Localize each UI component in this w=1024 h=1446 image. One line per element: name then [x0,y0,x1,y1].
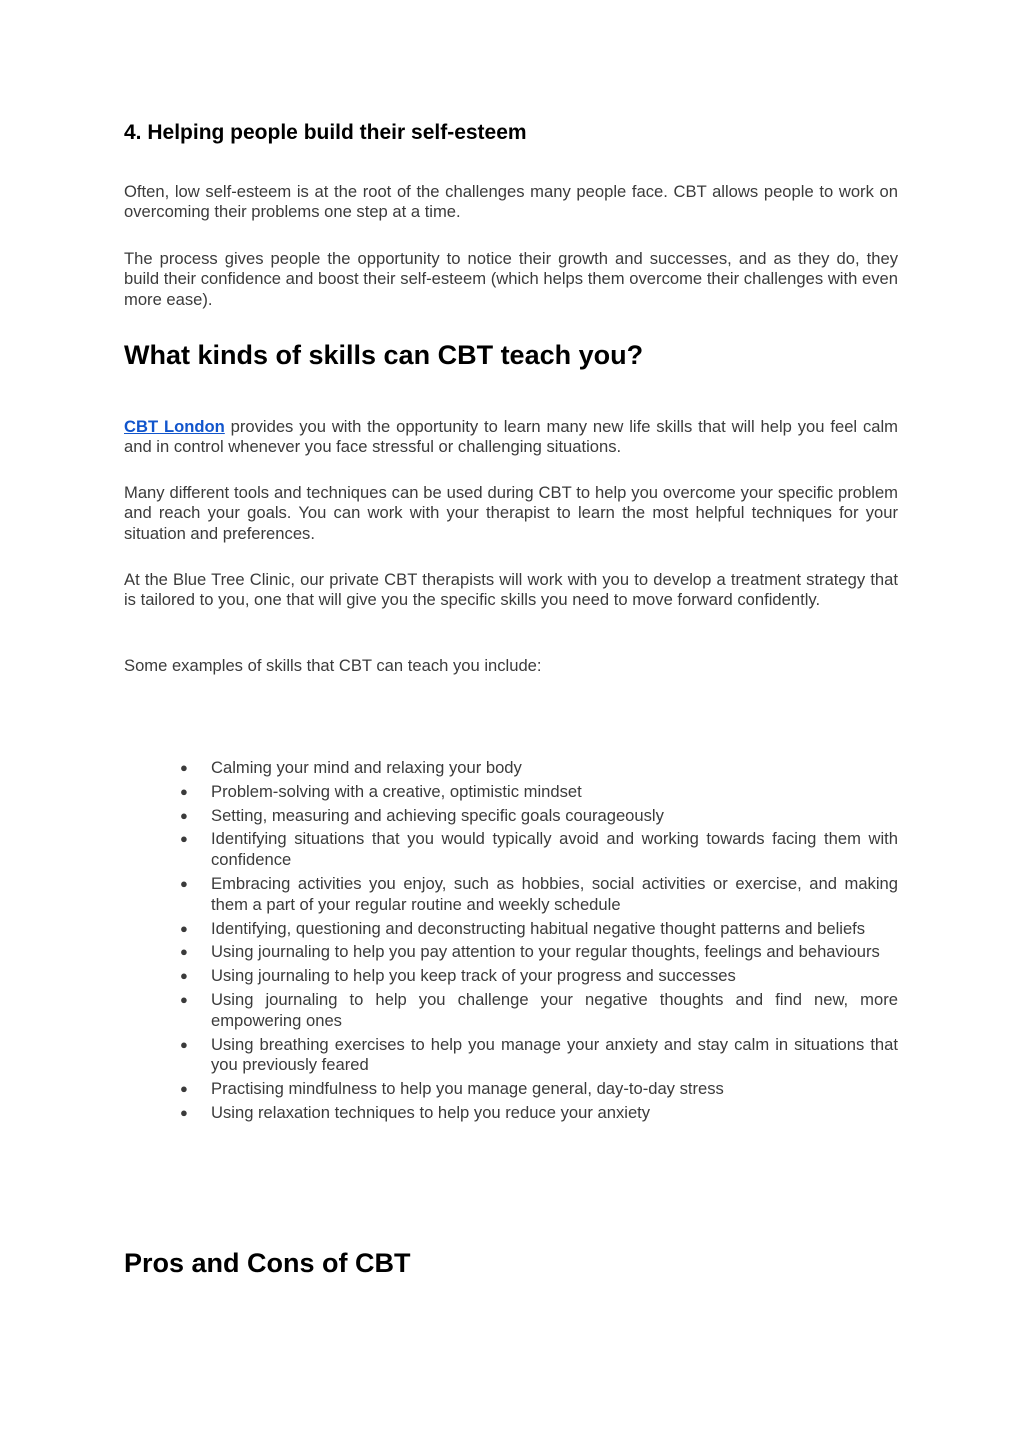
skills-list [180,758,898,1127]
bullet-icon: ● [180,968,188,984]
list-item: ● Embracing activities you enjoy, such as hobbies, social activities or exercise, and making them a part of your regular routine and weekly schedule [180,873,898,914]
bullet-icon: ● [180,1104,188,1120]
intro-text: provides you with the opportunity to learn many new life skills that will help you feel calm and in control whenever you face stressful or challenging situations. [124,417,898,457]
cbt-london-link[interactable]: CBT London [124,417,225,436]
paragraph-skills-intro: Some examples of skills that CBT can teach you include: [124,656,542,675]
section-heading-cbt-skills: What kinds of skills can CBT teach you? [124,340,644,370]
bullet-icon: ● [180,1081,188,1097]
list-item: ● Problem-solving with a creative, optimistic mindset [180,781,582,801]
list-item: ● Practising mindfulness to help you manage general, day-to-day stress [180,1079,724,1099]
bullet-icon: ● [180,944,188,960]
bullet-icon: ● [180,807,188,823]
list-item: ● Using relaxation techniques to help you reduce your anxiety [180,1102,651,1122]
bullet-icon: ● [180,875,188,891]
bullet-icon: ● [180,831,188,847]
paragraph-low-self-esteem: Often, low self-esteem is at the root of the challenges many people face. CBT allows people to work on overcoming their problems one step at a time. [124,182,898,222]
section-heading-self-esteem: 4. Helping people build their self-esteem [124,121,527,144]
paragraph-growth-and-successes: The process gives people the opportunity to notice their growth and successes, and as they do, they build their confidence and boost their self-esteem (which helps them overcome their challenges with even more ease). [124,249,898,309]
list-item: ● Identifying, questioning and deconstructing habitual negative thought patterns and beliefs [180,918,866,938]
list-item: ● Setting, measuring and achieving specific goals courageously [180,805,664,825]
list-item: ● Using journaling to help you pay attention to your regular thoughts, feelings and behaviours [180,942,880,962]
list-item: ● Using journaling to help you challenge your negative thoughts and find new, more empowering ones [180,989,898,1030]
paragraph-blue-tree-clinic: At the Blue Tree Clinic, our private CBT therapists will work with you to develop a treatment strategy that is tailored to you, one that will give you the specific skills you need to move forward confidently. [124,570,898,610]
list-item: ● Calming your mind and relaxing your body [180,758,522,777]
bullet-icon: ● [180,991,188,1007]
list-item: ● Using journaling to help you keep track of your progress and successes [180,966,736,986]
list-item: ● Identifying situations that you would typically avoid and working towards facing them with confidence [180,829,898,870]
bullet-icon: ● [180,1036,188,1052]
paragraph-tools-and-techniques: Many different tools and techniques can be used during CBT to help you overcome your specific problem and reach your goals. You can work with your therapist to learn the most helpful techniques for your situation and preferences. [124,483,898,543]
bullet-icon: ● [180,920,188,936]
section-heading-pros-and-cons: Pros and Cons of CBT [124,1248,411,1278]
list-item: ● Using breathing exercises to help you manage your anxiety and stay calm in situations that you previously feared [180,1034,898,1075]
bullet-icon: ● [180,783,188,799]
paragraph-cbt-london-intro [124,417,898,458]
bullet-icon: ● [180,760,188,775]
